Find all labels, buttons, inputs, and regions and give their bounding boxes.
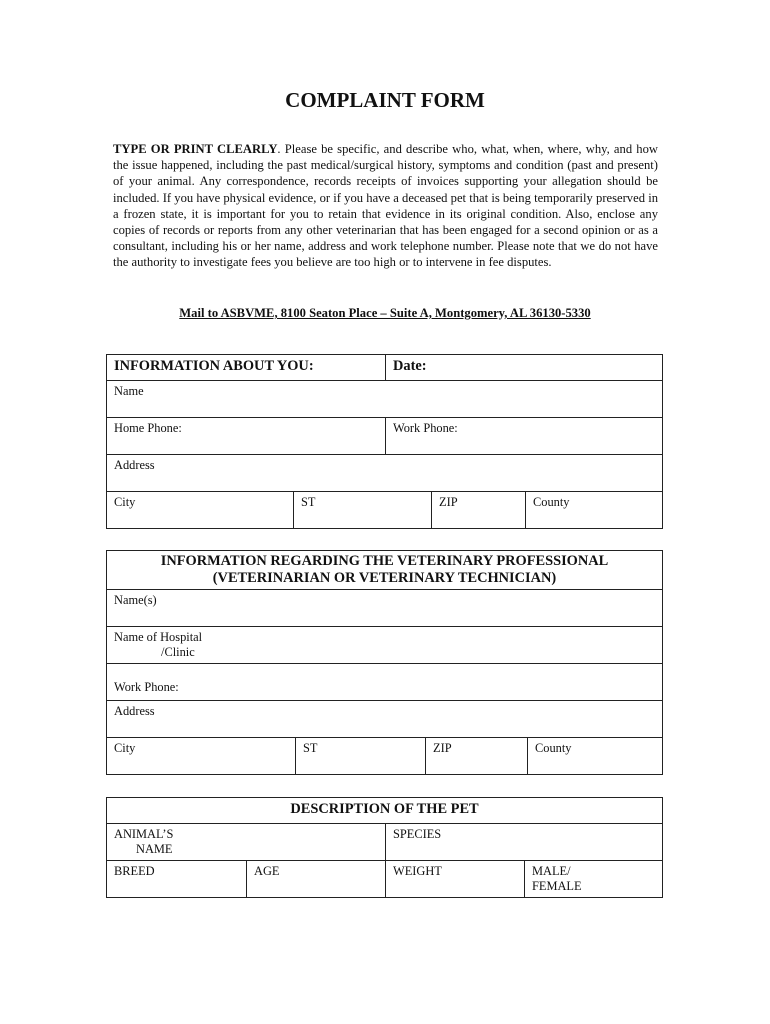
home-phone-field[interactable] bbox=[107, 418, 385, 454]
pet-header-row bbox=[107, 798, 662, 823]
vet-state-field[interactable] bbox=[295, 738, 425, 774]
sex-label-line1: MALE/ bbox=[532, 864, 571, 878]
you-name-row bbox=[107, 380, 662, 417]
date-label: Date: bbox=[393, 358, 427, 374]
your-zip-field[interactable] bbox=[431, 492, 525, 528]
vet-hospital-row bbox=[107, 626, 662, 663]
vet-work-phone-field[interactable] bbox=[107, 664, 662, 700]
home-phone-label: Home Phone: bbox=[114, 421, 182, 435]
animal-name-field[interactable] bbox=[107, 824, 385, 860]
your-state-field[interactable] bbox=[293, 492, 431, 528]
vet-city-label: City bbox=[114, 741, 136, 755]
section-veterinary-professional bbox=[106, 550, 663, 775]
vet-city-row bbox=[107, 737, 662, 774]
city-label: City bbox=[114, 495, 136, 509]
section-information-about-you bbox=[106, 354, 663, 529]
animal-name-label-line1: ANIMAL’S bbox=[114, 827, 174, 841]
you-section-header: INFORMATION ABOUT YOU: bbox=[114, 358, 314, 374]
vet-header-line1: INFORMATION REGARDING THE VETERINARY PROFESSIONAL bbox=[160, 553, 609, 569]
pet-section-header: DESCRIPTION OF THE PET bbox=[290, 801, 479, 817]
vet-zip-field[interactable] bbox=[425, 738, 527, 774]
vet-header-line2: (VETERINARIAN OR VETERINARY TECHNICIAN) bbox=[212, 570, 557, 586]
work-phone-label: Work Phone: bbox=[393, 421, 458, 435]
hospital-label-line2: /Clinic bbox=[161, 645, 195, 659]
your-name-field[interactable] bbox=[107, 381, 662, 417]
instructions-text: . Please be specific, and describe who, what, when, where, why, and how the issue happened, including the past medical/surgical history, symptoms and condition (past and present) of your animal. Any correspondence, records receipts of invoices supporting your allegation should be included. If you have physical evidence, or if you have a deceased pet that is being temporarily preserved in a frozen state, it is important for you to retain that evidence in its original condition. Also, enclose any copies of records or reports from any other veterinarian that has been engaged for a second opinion or as a consultant, including his or her name, address and work telephone number. Please note that we do not have the authority to investigate fees you believe are too high or to intervene in fee disputes. bbox=[113, 142, 658, 270]
pet-details-row bbox=[107, 860, 662, 897]
vet-section-header bbox=[107, 551, 662, 589]
vet-zip-label: ZIP bbox=[433, 741, 452, 755]
you-phone-row bbox=[107, 417, 662, 454]
you-city-row bbox=[107, 491, 662, 528]
county-label: County bbox=[533, 495, 570, 509]
species-label: SPECIES bbox=[393, 827, 442, 841]
breed-field[interactable] bbox=[107, 861, 246, 897]
vet-names-label: Name(s) bbox=[114, 593, 157, 607]
vet-address-field[interactable] bbox=[107, 701, 662, 737]
your-work-phone-field[interactable] bbox=[385, 418, 662, 454]
breed-label: BREED bbox=[114, 864, 155, 878]
state-label: ST bbox=[301, 495, 316, 509]
hospital-label-line1: Name of Hospital bbox=[114, 630, 203, 644]
your-county-field[interactable] bbox=[525, 492, 662, 528]
vet-county-label: County bbox=[535, 741, 572, 755]
vet-names-row bbox=[107, 589, 662, 626]
age-field[interactable] bbox=[246, 861, 385, 897]
weight-label: WEIGHT bbox=[393, 864, 442, 878]
hospital-name-field[interactable] bbox=[107, 627, 662, 663]
instructions-emphasis: TYPE OR PRINT CLEARLY bbox=[113, 142, 278, 156]
species-field[interactable] bbox=[385, 824, 662, 860]
mailing-address: Mail to ASBVME, 8100 Seaton Place – Suite A, Montgomery, AL 36130-5330 bbox=[179, 306, 591, 320]
vet-work-phone-row bbox=[107, 663, 662, 700]
your-city-field[interactable] bbox=[107, 492, 293, 528]
vet-state-label: ST bbox=[303, 741, 318, 755]
vet-address-row bbox=[107, 700, 662, 737]
form-title: COMPLAINT FORM bbox=[285, 88, 485, 112]
sex-label-line2: FEMALE bbox=[532, 879, 582, 893]
animal-name-label-line2: NAME bbox=[136, 842, 173, 856]
sex-field[interactable] bbox=[524, 861, 662, 897]
vet-header-row bbox=[107, 551, 662, 589]
vet-county-field[interactable] bbox=[527, 738, 662, 774]
you-address-row bbox=[107, 454, 662, 491]
section-description-of-pet bbox=[106, 797, 663, 898]
weight-field[interactable] bbox=[385, 861, 524, 897]
age-label: AGE bbox=[254, 864, 280, 878]
pet-name-row bbox=[107, 823, 662, 860]
date-field[interactable] bbox=[385, 355, 662, 380]
vet-city-field[interactable] bbox=[107, 738, 295, 774]
instructions-paragraph bbox=[113, 141, 658, 271]
vet-address-label: Address bbox=[114, 704, 155, 718]
your-address-field[interactable] bbox=[107, 455, 662, 491]
vet-work-phone-label: Work Phone: bbox=[114, 680, 179, 694]
address-label: Address bbox=[114, 458, 155, 472]
zip-label: ZIP bbox=[439, 495, 458, 509]
name-label: Name bbox=[114, 384, 144, 398]
you-header-row bbox=[107, 355, 662, 380]
vet-names-field[interactable] bbox=[107, 590, 662, 626]
